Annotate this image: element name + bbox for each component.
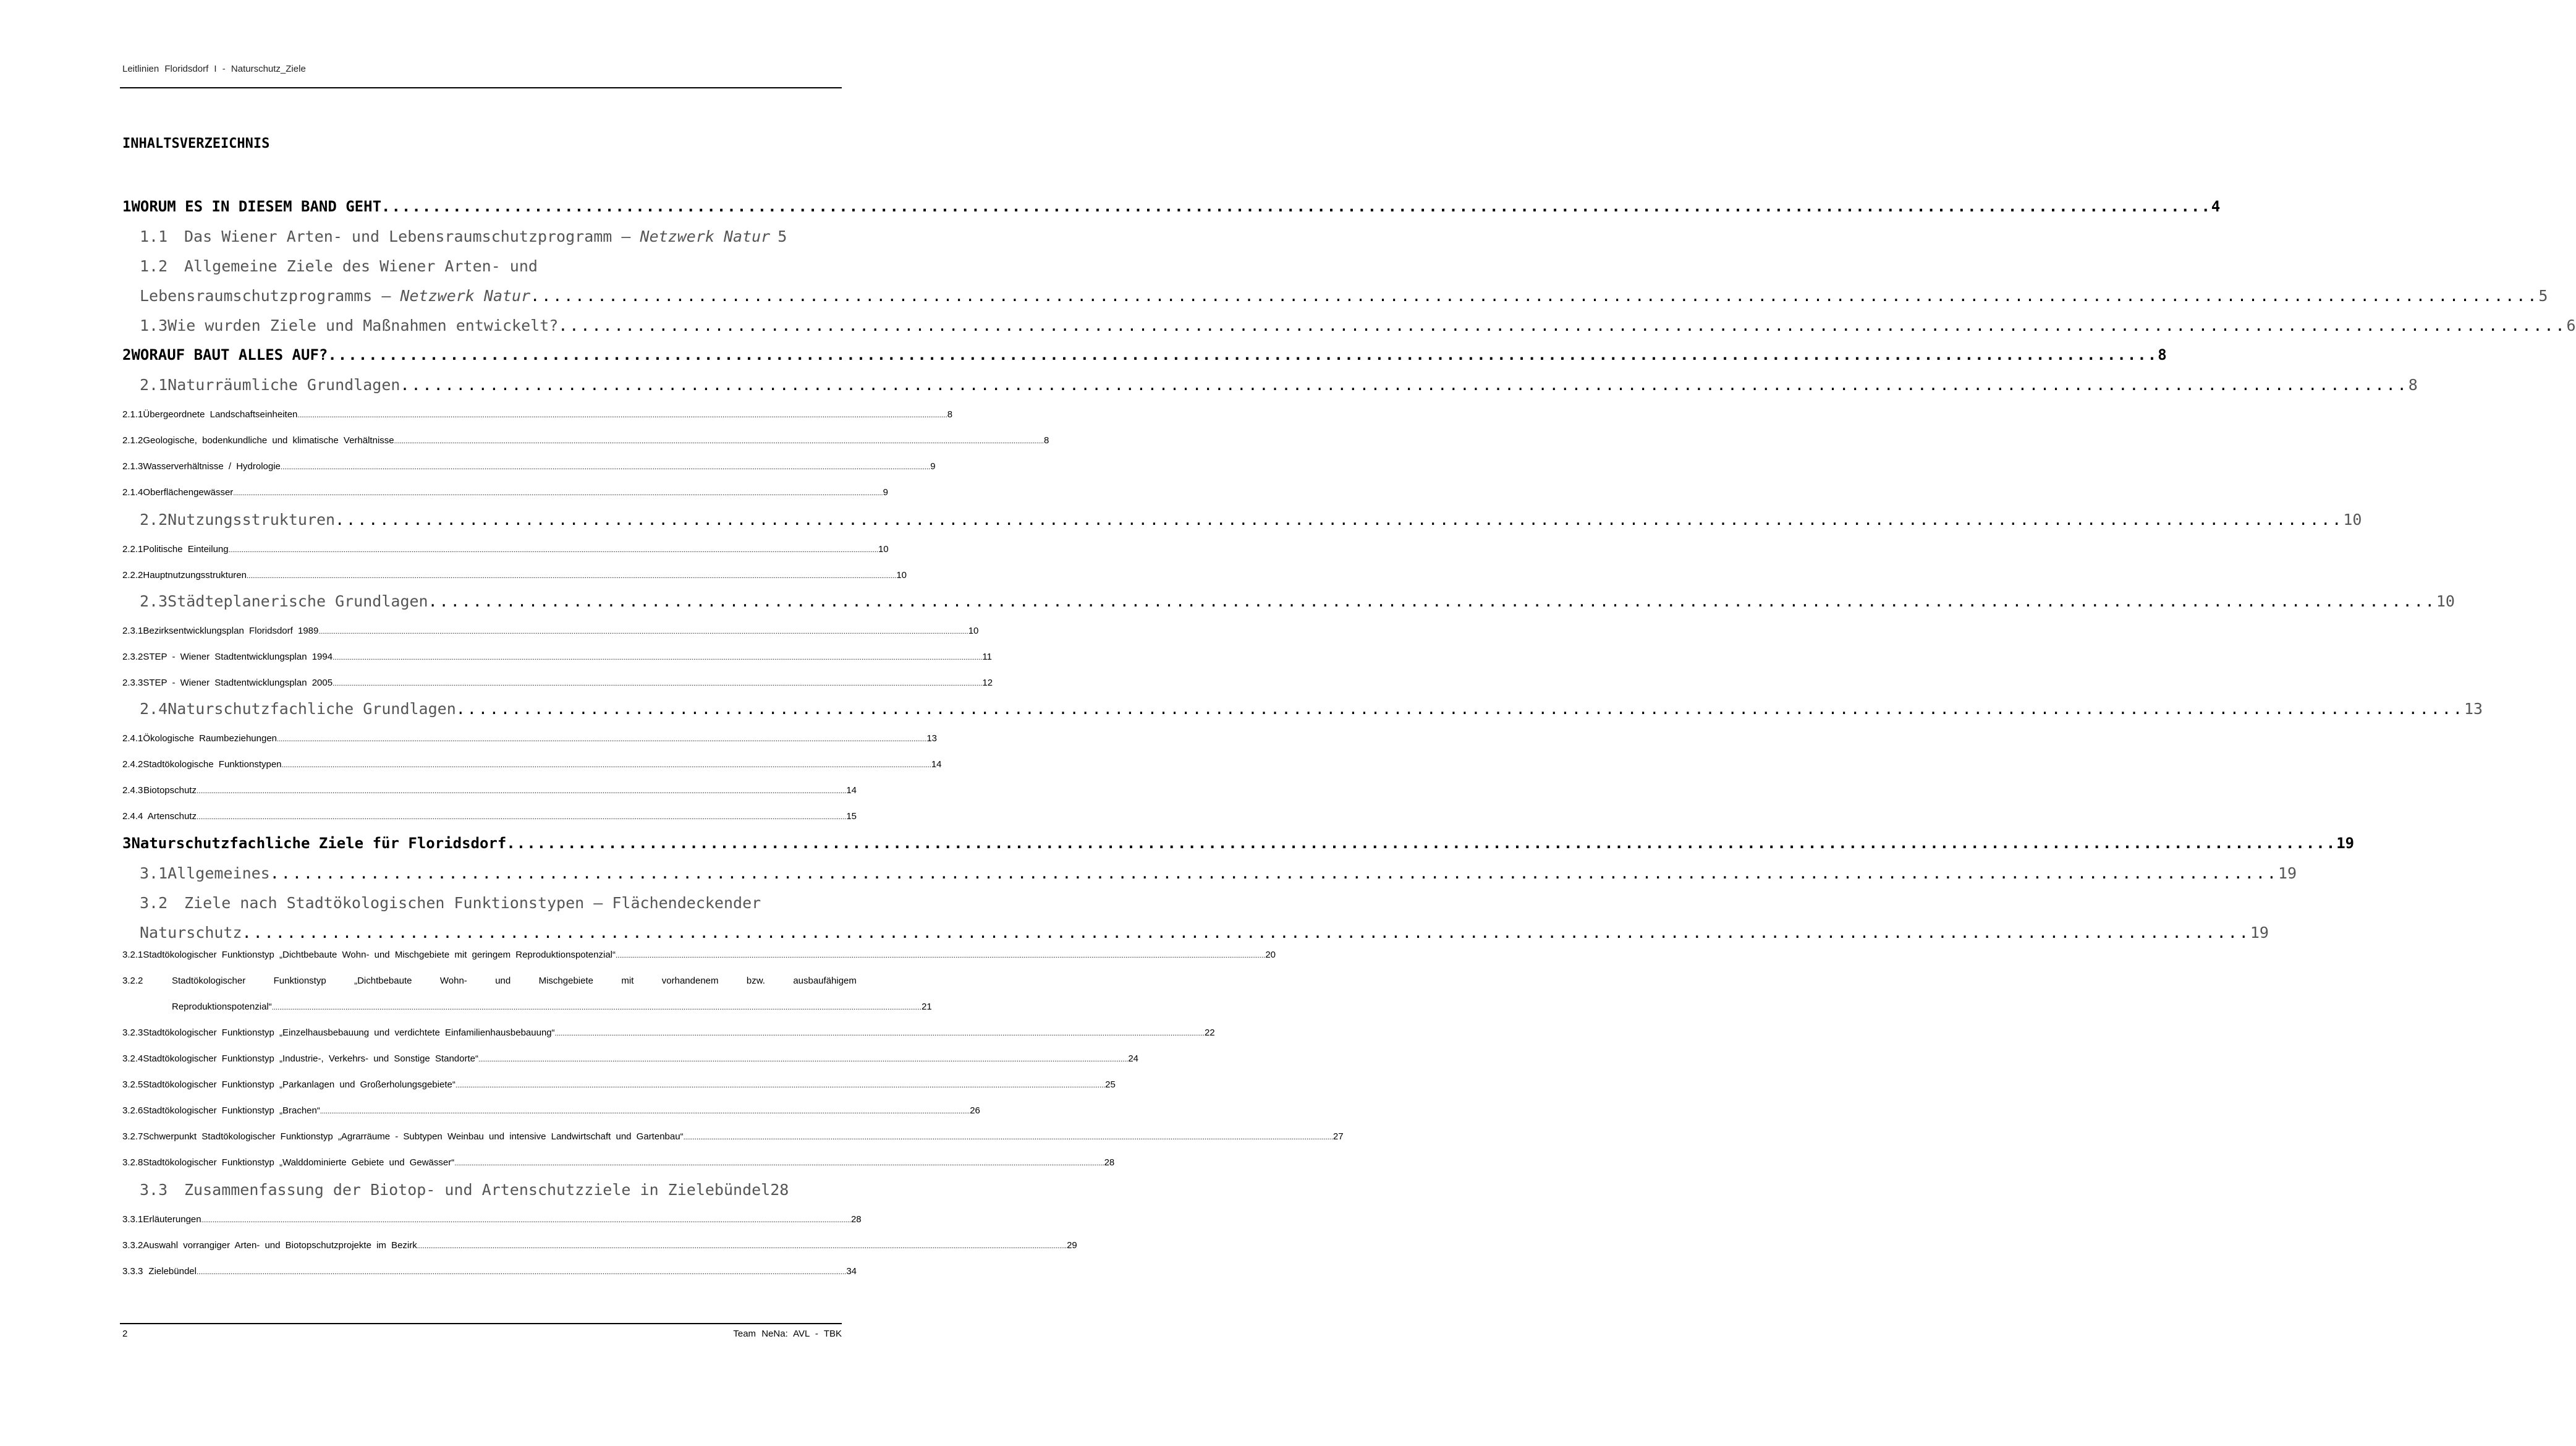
toc-leader [197,1266,846,1277]
toc-entry-2-1-2[interactable] [122,435,1049,449]
toc-page: 5 [777,228,787,245]
toc-title-text: Wasserverhältnisse / Hydrologie [143,461,281,472]
toc-entry-3-2-7[interactable] [122,1131,1344,1145]
toc-entry-3-2-2[interactable] [172,1002,932,1015]
toc-page: 15 [846,811,857,822]
toc-page: 8 [947,409,953,420]
toc-number: 3.3 [140,1181,168,1199]
toc-title-text: Naturräumliche Grundlagen [167,376,400,394]
toc-leader [281,461,930,472]
footer-rule [120,1323,842,1324]
toc-number: 1.1 [140,228,168,245]
toc-entry-2-1-1[interactable] [122,409,953,423]
toc-number: 3.2.4 [122,1053,143,1064]
toc-number: 3.2.2 [122,976,143,986]
toc-entry-2-3-2[interactable] [122,652,992,665]
toc-number: 2.1.4 [122,487,143,498]
toc-leader [282,759,931,770]
toc-number: 2.3.1 [122,626,143,636]
toc-page: 22 [1204,1027,1215,1038]
toc-title-text: Geologische, bodenkundliche und klimatische Verhältnisse [143,435,394,446]
toc-title-text: WORUM ES IN DIESEM BAND GEHT [131,198,382,215]
toc-page: 10 [968,626,979,636]
toc-page: 8 [2408,376,2418,394]
toc-page: 5 [2538,287,2548,305]
toc-page: 9 [930,461,936,472]
toc-title-text: Übergeordnete Landschaftseinheiten [143,409,298,420]
toc-number: 2.3.2 [122,652,143,662]
page-number: 2 [122,1329,128,1339]
toc-page: 29 [1067,1240,1077,1251]
toc-title-text: Naturschutz [140,924,242,942]
toc-page: 8 [2158,346,2167,364]
toc-number: 2.4.1 [122,733,143,744]
toc-page: 6 [2566,317,2576,334]
toc-title-text: Reproduktionspotenzial“ [172,1002,272,1012]
toc-leader [229,544,878,555]
toc-number: 3.3.2 [122,1240,143,1251]
toc-entry-1-1[interactable] [140,228,857,249]
toc-number: 2.2.1 [122,544,143,555]
toc-number: 3.2.7 [122,1131,143,1142]
toc-number: 2.3.3 [122,678,143,688]
toc-entry-3-2-4[interactable] [122,1053,1138,1067]
toc-entry-3-2-line1[interactable]: 3.2 Ziele nach Stadtökologischen Funktionstypen – Flächendeckender [140,894,761,912]
toc-page: 20 [1265,950,1276,960]
toc-entry-2[interactable] [122,346,2167,367]
footer-credit: Team NeNa: AVL - TBK [733,1329,842,1339]
toc-number: 2.1.2 [122,435,143,446]
toc-title-text: Stadtökologischer Funktionstyp „Industrie-, Verkehrs- und Sonstige Standorte“ [143,1053,478,1064]
toc-title-text: Stadtökologischer Funktionstyp „Brachen“ [143,1105,320,1116]
toc-entry-3-2-8[interactable] [122,1157,1115,1171]
toc-entry-3-2-6[interactable] [122,1105,980,1119]
toc-number: 3.2.3 [122,1027,143,1038]
toc-entry-3-2-3[interactable] [122,1027,1215,1041]
toc-leader [333,652,982,662]
toc-leader [684,1131,1333,1142]
toc-number: 2.3 [140,592,168,610]
toc-number: 3.1 [140,864,168,882]
toc-entry-2-4-3[interactable] [122,785,857,799]
toc-entry-3[interactable] [122,835,2355,856]
toc-title-text: Lebensraumschutzprogramms – Netzwerk Natur [140,287,531,305]
toc-page: 10 [2436,592,2455,610]
running-header: Leitlinien Floridsdorf I - Naturschutz_Ziele [122,64,306,74]
toc-page: 34 [846,1266,857,1277]
toc-leader [428,592,2436,610]
toc-entry-2-4-1[interactable] [122,733,938,747]
toc-title-text: Stadtökologischer Funktionstyp „Dichtbebaute Wohn- und Mischgebiete mit geringem Reproduktionspotenzial“ [143,950,616,960]
toc-leader [318,626,968,636]
toc-leader [417,1240,1067,1251]
toc-leader [558,317,2566,334]
toc-title-text: Nutzungsstrukturen [167,511,336,529]
toc-title-text: Stadtökologische Funktionstypen [143,759,282,770]
toc-number: 1.3 [140,317,168,334]
header-rule [120,87,842,88]
toc-title-text: Wie wurden Ziele und Maßnahmen entwickelt? [167,317,559,334]
toc-title-text: Hauptnutzungsstrukturen [143,570,247,581]
toc-title-text: STEP - Wiener Stadtentwicklungsplan 2005 [143,678,333,688]
toc-page: 14 [931,759,942,770]
toc-leader [506,835,2336,852]
toc-leader [197,811,846,822]
toc-leader [530,287,2538,305]
toc-title-text: STEP - Wiener Stadtentwicklungsplan 1994 [143,652,333,662]
toc-entry-3-3-2[interactable] [122,1240,1077,1254]
toc-number: 3.3.1 [122,1214,143,1225]
toc-number: 2.2 [140,511,168,529]
toc-page: 28 [1104,1157,1115,1168]
toc-leader [201,1214,851,1225]
toc-page: 11 [982,652,992,662]
toc-leader [277,733,926,744]
toc-title-text: Stadtökologischer Funktionstyp „Einzelhausbebauung und verdichtete Einfamilienhausbebauung“ [143,1027,555,1038]
toc-title-text: Zielebündel [148,1266,197,1277]
toc-page: 14 [846,785,857,796]
toc-number: 2.4.4 [122,811,143,822]
toc-title-text: Allgemeines [167,864,270,882]
toc-leader [270,864,2278,882]
toc-entry-2-3-3[interactable] [122,678,993,691]
toc-number: 2.4.2 [122,759,143,770]
toc-page: 26 [970,1105,980,1116]
toc-title-text: Stadtökologischer Funktionstyp „Parkanlagen und Großerholungsgebiete“ [143,1079,455,1090]
toc-entry-2-1-3[interactable] [122,461,936,475]
toc-page: 19 [2250,924,2269,942]
toc-entry-2-4-2[interactable] [122,759,942,773]
toc-page: 21 [922,1002,932,1012]
toc-leader [455,1079,1105,1090]
toc-entry-3-2-2-line1[interactable]: Stadtökologischer Funktionstyp „Dichtbebaute Wohn- und Mischgebiete mit vorhandenem bzw. ausbaufähigem [172,976,857,986]
toc-page: 24 [1128,1053,1138,1064]
toc-number: 2.4 [140,700,168,718]
toc-entry-2-2-1[interactable] [122,544,889,558]
toc-leader [320,1105,970,1116]
toc-number: 3.2.8 [122,1157,143,1168]
toc-title-text: Zusammenfassung der Biotop- und Artenschutzziele in Zielebündel [184,1181,771,1199]
toc-title-text: Auswahl vorrangiger Arten- und Biotopschutzprojekte im Bezirk [143,1240,417,1251]
toc-title-text: Naturschutzfachliche Ziele für Floridsdorf [131,835,507,852]
toc-leader [381,198,2211,215]
toc-number: 1 [122,198,132,215]
toc-title-text: Stadtökologischer Funktionstyp „Walddominierte Gebiete und Gewässer“ [143,1157,455,1168]
toc-entry-3-1[interactable] [140,864,2297,885]
toc-leader [333,678,982,688]
toc-title-text: Schwerpunkt Stadtökologischer Funktionstyp „Agrarräume - Subtypen Weinbau und intensive Landwirtschaft und Gartenbau“ [143,1131,684,1142]
toc-entry-2-3[interactable] [140,592,2455,613]
toc-page: 25 [1105,1079,1116,1090]
toc-entry-2-4[interactable] [140,700,2483,721]
toc-number: 3.3.3 [122,1266,143,1277]
toc-leader [335,511,2343,529]
toc-leader [328,346,2158,364]
toc-title-text: Artenschutz [147,811,197,822]
toc-leader [272,1002,922,1012]
toc-title: INHALTSVERZEICHNIS [122,136,270,151]
toc-entry-3-3-3[interactable] [122,1266,857,1280]
toc-number: 2.1.3 [122,461,143,472]
toc-number: 3 [122,835,132,852]
toc-page: 4 [2211,198,2221,215]
toc-title-text: Städteplanerische Grundlagen [167,592,428,610]
toc-page: 19 [2336,835,2355,852]
toc-leader [456,700,2464,718]
toc-entry-2-1[interactable] [140,376,2418,397]
toc-entry-2-2-2[interactable] [122,570,907,584]
toc-leader [478,1053,1128,1064]
toc-page: 9 [883,487,888,498]
toc-leader [616,950,1265,960]
toc-entry-2-1-4[interactable] [122,487,888,501]
toc-number: 3.2.1 [122,950,143,960]
toc-leader [394,435,1044,446]
toc-leader [297,409,947,420]
toc-leader [233,487,883,498]
toc-leader [242,924,2250,942]
toc-number: 2.1 [140,376,168,394]
toc-leader [247,570,896,581]
toc-entry-3-3[interactable] [140,1181,857,1202]
toc-leader [555,1027,1205,1038]
toc-page: 12 [982,678,993,688]
toc-number: 2.4.3 [122,785,143,796]
toc-entry-2-4-4[interactable] [122,811,857,825]
toc-entry-1-3[interactable] [140,317,2576,338]
toc-page: 8 [1043,435,1049,446]
toc-page: 10 [878,544,889,555]
toc-entry-2-2[interactable] [140,511,2362,532]
toc-entry-1-2[interactable] [140,287,2548,308]
toc-number: 2.2.2 [122,570,143,581]
toc-entry-1[interactable] [122,198,2221,219]
toc-number: 3.2.5 [122,1079,143,1090]
toc-number: 2.1.1 [122,409,143,420]
toc-title-text: Bezirksentwicklungsplan Floridsdorf 1989 [143,626,319,636]
toc-leader [197,785,846,796]
toc-page: 10 [896,570,907,581]
toc-leader [400,376,2408,394]
toc-title-text: Ökologische Raumbeziehungen [143,733,278,744]
toc-title-text: Biotopschutz [143,785,197,796]
toc-page: 19 [2277,864,2297,882]
toc-page: 13 [926,733,938,744]
toc-title-text: WORAUF BAUT ALLES AUF? [131,346,328,364]
toc-leader [454,1157,1104,1168]
toc-entry-2-3-1[interactable] [122,626,979,639]
toc-page: 28 [850,1214,862,1225]
toc-page: 13 [2464,700,2483,718]
toc-title-text: Politische Einteilung [143,544,229,555]
toc-entry-3-2[interactable] [140,924,2269,945]
toc-entry-1-2-line1[interactable]: 1.2 Allgemeine Ziele des Wiener Arten- und [140,257,538,275]
toc-title-text: Erläuterungen [143,1214,201,1225]
toc-entry-3-3-1[interactable] [122,1214,862,1228]
toc-title-text: Naturschutzfachliche Grundlagen [167,700,456,718]
toc-entry-3-2-1[interactable] [122,950,1276,963]
toc-page: 28 [770,1181,789,1199]
toc-page: 27 [1332,1131,1344,1142]
toc-entry-3-2-5[interactable] [122,1079,1116,1093]
toc-page: 10 [2343,511,2362,529]
toc-title-text: Oberflächengewässer [143,487,234,498]
toc-number: 3.2.6 [122,1105,143,1116]
toc-title-text: Das Wiener Arten- und Lebensraumschutzprogramm – Netzwerk Natur [184,228,771,245]
toc-number: 2 [122,346,132,364]
